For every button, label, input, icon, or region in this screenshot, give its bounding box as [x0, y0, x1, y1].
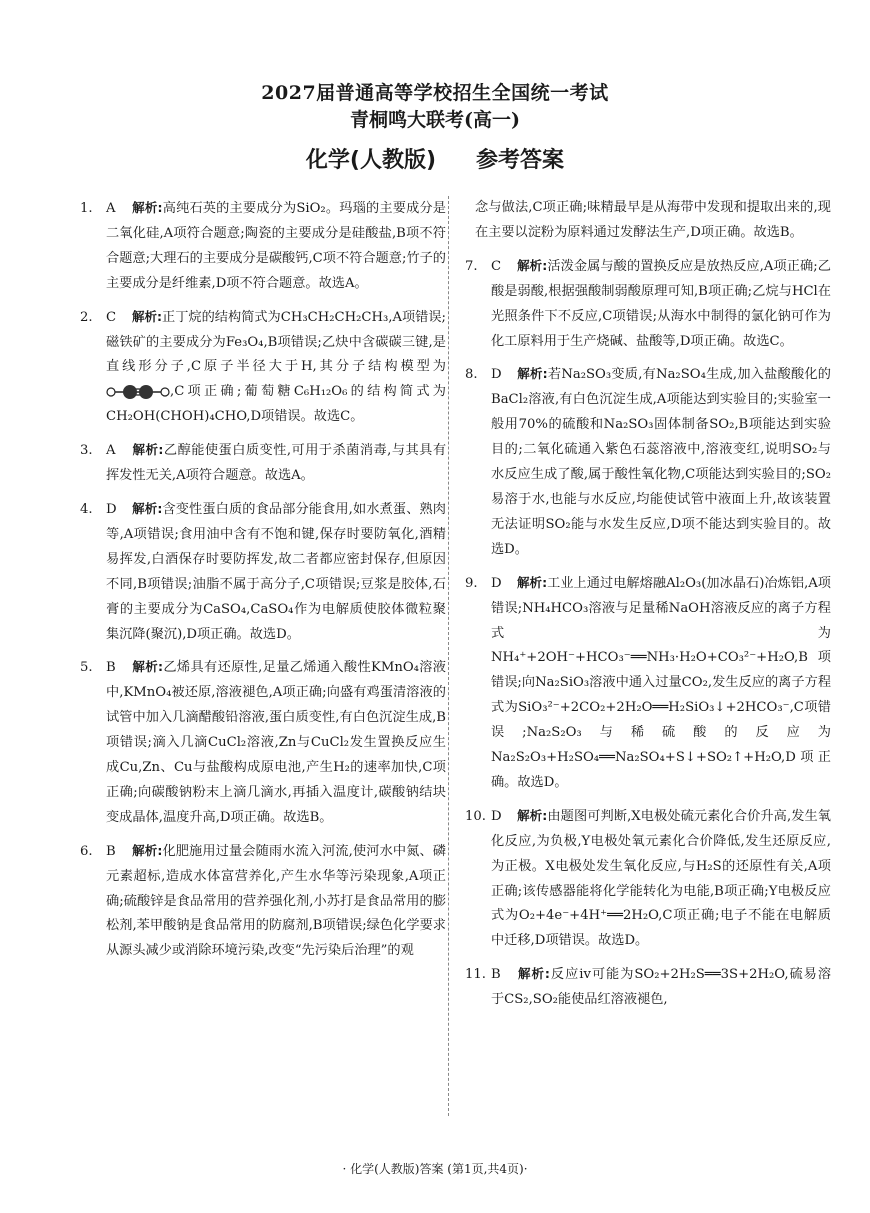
answer-item-3: 3. A 解析:乙醇能使蛋白质变性,可用于杀菌消毒,与其具有挥发性无关,A项符合题意。故选A。 [80, 442, 447, 484]
left-column [80, 196, 446, 972]
subject-name: 化学(人教版) [305, 148, 437, 173]
exam-subtitle: 青桐鸣大联考(高一) [350, 109, 520, 131]
page-footer: · 化学(人教版)答案 (第1页,共4页)· [342, 1162, 528, 1176]
answer-item-1: 1. A 解析:高纯石英的主要成分为SiO₂。玛瑙的主要成分是二氧化硅,A项符合题意;陶瓷的主要成分是硅酸盐,B项不符合题意;大理石的主要成分是碳酸钙,C项不符合题意;竹子的主要成分是纤维素,D项不符合题意。故选A。 [80, 200, 446, 291]
answer-item-5: 5. B 解析:乙烯具有还原性,足量乙烯通入酸性KMnO₄溶液中,KMnO₄被还原,溶液褪色,A项正确;向盛有鸡蛋清溶液的试管中加入几滴醋酸铅溶液,蛋白质变性,有白色沉淀生成,B项错误;滴入几滴CuCl₂溶液,Zn与CuCl₂发生置换反应生成Cu,Zn、Cu与盐酸构成原电池,产生H₂的速率加快,C项正确;向碳酸钠粉末上滴几滴水,再插入温度计,碳酸钠结块变成晶体,温度升高,D项正确。故选B。 [80, 659, 446, 825]
page-header [0, 80, 870, 176]
answer-item-9: 9. D 解析:工业上通过电解熔融Al₂O₃(加冰晶石)冶炼铝,A项错误;NH₄HCO₃溶液与足量稀NaOH溶液反应的离子方程式为NH₄⁺+2OH⁻+HCO₃⁻══NH₃·H₂O+CO₃²⁻+H₂O,B项错误;向Na₂SiO₃溶液中通入过量CO₂,发生反应的离子方程式为SiO₃²⁻+2CO₂+2H₂O══H₂SiO₃↓+2HCO₃⁻,C项错误;Na₂S₂O₃与稀硫酸的反应为Na₂S₂O₃+H₂SO₄══Na₂SO₄+S↓+SO₂↑+H₂O,D项正确。故选D。 [465, 574, 831, 790]
answer-label: 参考答案 [476, 148, 565, 173]
subject-heading [0, 146, 870, 176]
acetylene-molecule-model [106, 382, 170, 402]
column-divider [448, 196, 449, 1116]
exam-title: 2027届普通高等学校招生全国统一考试 [261, 82, 609, 104]
answer-item-4: 4. D 解析:含变性蛋白质的食品部分能食用,如水煮蛋、熟肉等,A项错误;食用油中含有不饱和键,保存时要防氧化,酒精易挥发,白酒保存时要防挥发,故二者都应密封保存,但原因不同,B项错误;油脂不属于高分子,C项错误;豆浆是胶体,石膏的主要成分为CaSO₄,CaSO₄作为电解质使胶体微粒聚集沉降(聚沉),D项正确。故选D。 [80, 500, 446, 642]
answer-item-7: 7. C 解析:活泼金属与酸的置换反应是放热反应,A项正确;乙酸是弱酸,根据强酸制弱酸原理可知,B项正确;乙烷与HCl在光照条件下不反应,C项错误;从海水中制得的氯化钠可作为化工原料用于生产烧碱、盐酸等,D项正确。故选C。 [465, 257, 831, 349]
answer-item-6: 6. B 解析:化肥施用过量会随雨水流入河流,使河水中氮、磷元素超标,造成水体富营养化,产生水华等污染现象,A项正确;硫酸锌是食品常用的营养强化剂,小苏打是食品常用的膨松剂,苯甲酸钠是食品常用的防腐剂,B项错误;绿色化学要求从源头减少或消除环境污染,改变“先污染后治理”的观 [80, 842, 446, 959]
answer-item-6-continuation: 念与做法,C项正确;味精最早是从海带中发现和提取出来的,现在主要以淀粉为原料通过发酵法生产,D项正确。故选B。 [475, 200, 831, 240]
right-column [465, 196, 831, 1021]
answer-item-10: 10. D 解析:由题图可判断,X电极处硫元素化合价升高,发生氧化反应,为负极,Y电极处氧元素化合价降低,发生还原反应,为正极。X电极处发生氧化反应,与H₂S的还原性有关,A项正确;该传感器能将化学能转化为电能,B项正确;Y电极反应式为O₂+4e⁻+4H⁺══2H₂O,C项正确;电子不能在电解质中迁移,D项错误。故选D。 [465, 807, 831, 949]
answer-item-11: 11. B 解析:反应iv可能为SO₂+2H₂S══3S+2H₂O,硫易溶于CS₂,SO₂能使品红溶液褪色, [465, 966, 832, 1008]
answer-item-2: 2. C 解析:正丁烷的结构简式为CH₃CH₂CH₂CH₃,A项错误;磁铁矿的主要成分为Fe₃O₄,B项错误;乙炔中含碳碳三键,是直线形分子,C原子半径大于H,其分子结构模型为,C项正确;葡萄糖C₆H₁₂O₆的结构简式为CH₂OH(CHOH)₄CHO,D项错误。故选C。 [80, 308, 446, 425]
answer-item-8: 8. D 解析:若Na₂SO₃变质,有Na₂SO₄生成,加入盐酸酸化的BaCl₂溶液,有白色沉淀生成,A项能达到实验目的;实验室一般用70%的硫酸和Na₂SO₃固体制备SO₂,B项能达到实验目的;二氧化硫通入紫色石蕊溶液中,溶液变红,说明SO₂与水反应生成了酸,属于酸性氧化物,C项能达到实验目的;SO₂易溶于水,也能与水反应,均能使试管中液面上升,故该装置无法证明SO₂能与水发生反应,D项不能达到实验目的。故选D。 [465, 366, 831, 557]
